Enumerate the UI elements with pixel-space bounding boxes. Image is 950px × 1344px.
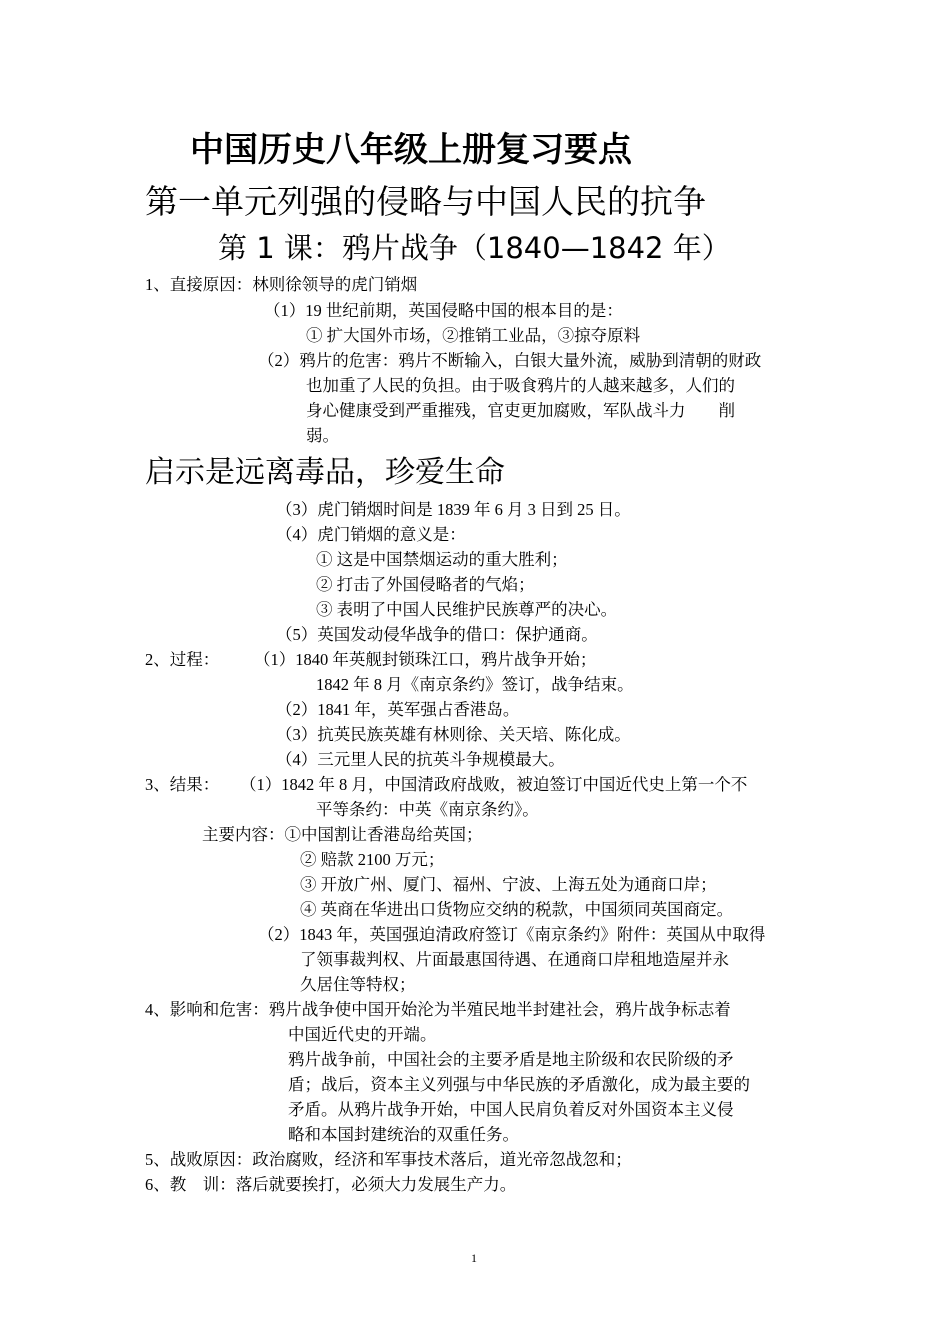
document-title: 中国历史八年级上册复习要点 <box>190 130 632 170</box>
subpoint-1-4-item-2: ② 打击了外国侵略者的气焰； <box>316 575 535 594</box>
main-content-item-4: ④ 英商在华进出口货物应交纳的税款，中国须同英国商定。 <box>300 900 734 919</box>
subpoint-1-4-item-1: ① 这是中国禁烟运动的重大胜利； <box>316 550 568 569</box>
callout-heading: 启示是远离毒品，珍爱生命 <box>145 455 505 490</box>
lesson-title: 第 1 课：鸦片战争（1840—1842 年） <box>218 231 731 265</box>
subpoint-1-3: （3）虎门销烟时间是 1839 年 6 月 3 日到 25 日。 <box>276 500 631 519</box>
point-4-cont-4: 矛盾。从鸦片战争开始，中国人民肩负着反对外国资本主义侵 <box>288 1100 734 1119</box>
page-number: 1 <box>471 1251 477 1265</box>
subpoint-2-4: （4）三元里人民的抗英斗争规模最大。 <box>276 750 565 769</box>
subpoint-1-4: （4）虎门销烟的意义是： <box>276 525 466 544</box>
subpoint-3-1-cont: 平等条约：中英《南京条约》。 <box>316 800 539 819</box>
point-2-label: 2、过程： <box>145 650 220 669</box>
point-4-cont-3: 盾；战后，资本主义列强与中华民族的矛盾激化，成为最主要的 <box>288 1075 750 1094</box>
unit-title: 第一单元列强的侵略与中国人民的抗争 <box>145 182 706 221</box>
subpoint-1-2-cont-2: 身心健康受到严重摧残，官吏更加腐败，军队战斗力 削 <box>306 401 735 420</box>
subpoint-3-2: （2）1843 年，英国强迫清政府签订《南京条约》附件：英国从中取得 <box>258 925 766 944</box>
point-3-label: 3、结果： <box>145 775 220 794</box>
point-4-cont-5: 略和本国封建统治的双重任务。 <box>288 1125 519 1144</box>
subpoint-2-3: （3）抗英民族英雄有林则徐、关天培、陈化成。 <box>276 725 631 744</box>
subpoint-1-1: （1）19 世纪前期，英国侵略中国的根本目的是： <box>264 301 623 320</box>
main-content-item-1: 主要内容：①中国割让香港岛给英国； <box>202 825 483 844</box>
subpoint-1-2-cont-1: 也加重了人民的负担。由于吸食鸦片的人越来越多，人们的 <box>306 376 735 395</box>
point-1-direct-cause: 1、直接原因：林则徐领导的虎门销烟 <box>145 275 418 294</box>
subpoint-1-2: （2）鸦片的危害：鸦片不断输入，白银大量外流，威胁到清朝的财政 <box>258 351 762 370</box>
subpoint-2-1-cont: 1842 年 8 月《南京条约》签订，战争结束。 <box>316 675 634 694</box>
main-content-item-3: ③ 开放广州、厦门、福州、宁波、上海五处为通商口岸； <box>300 875 717 894</box>
subpoint-3-2-cont-2: 久居住等特权； <box>300 975 416 994</box>
subpoint-1-1-items: ① 扩大国外市场，②推销工业品，③掠夺原料 <box>306 326 641 345</box>
point-4-cont-1: 中国近代史的开端。 <box>288 1025 437 1044</box>
subpoint-1-4-item-3: ③ 表明了中国人民维护民族尊严的决心。 <box>316 600 618 619</box>
main-content-item-2: ② 赔款 2100 万元； <box>300 850 445 869</box>
subpoint-2-1: （1）1840 年英舰封锁珠江口，鸦片战争开始； <box>254 650 597 669</box>
subpoint-3-2-cont-1: 了领事裁判权、片面最惠国待遇、在通商口岸租地造屋并永 <box>300 950 729 969</box>
point-6-lesson: 6、教 训：落后就要挨打，必须大力发展生产力。 <box>145 1175 517 1194</box>
subpoint-1-2-cont-3: 弱。 <box>306 426 339 445</box>
point-4-impact: 4、影响和危害：鸦片战争使中国开始沦为半殖民地半封建社会，鸦片战争标志着 <box>145 1000 731 1019</box>
point-4-cont-2: 鸦片战争前，中国社会的主要矛盾是地主阶级和农民阶级的矛 <box>288 1050 734 1069</box>
subpoint-2-2: （2）1841 年，英军强占香港岛。 <box>276 700 520 719</box>
subpoint-1-5: （5）英国发动侵华战争的借口：保护通商。 <box>276 625 598 644</box>
subpoint-3-1: （1）1842 年 8 月，中国清政府战败，被迫签订中国近代史上第一个不 <box>240 775 748 794</box>
point-5-defeat-reasons: 5、战败原因：政治腐败，经济和军事技术落后，道光帝忽战忽和； <box>145 1150 632 1169</box>
